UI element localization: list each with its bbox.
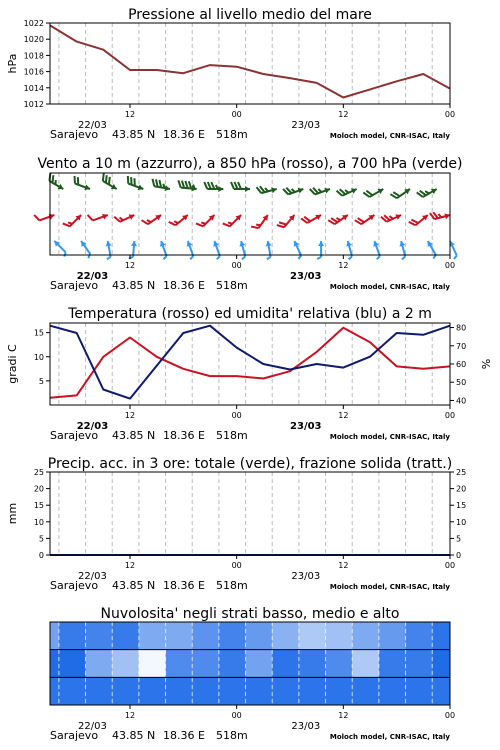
x-tick-label: 00 [444,411,456,420]
chart-title: Pressione al livello medio del mare [128,7,372,23]
barb-flag [211,182,214,189]
cloud-cell [272,677,299,705]
barb-head [131,241,137,247]
barb-half-flag [107,257,111,260]
x-tick-label: 12 [124,711,136,720]
plot-border [50,23,450,104]
barb-half-flag [298,256,302,260]
barb-head [315,212,322,220]
station-name: Sarajevo [50,128,99,141]
cloud-cell [219,677,246,705]
y-tick-label: 1018 [23,51,44,61]
barb-half-flag [401,256,405,259]
wind-barb [371,240,384,259]
model-credit: Moloch model, CNR-ISAC, Italy [329,132,450,140]
barb-half-flag [241,256,245,259]
day-label: 23/03 [291,120,321,131]
barb-flag [208,182,211,189]
cloud-cell [246,622,273,650]
barb-flag [238,182,241,189]
cloud-cell [112,622,139,650]
y-tick-label: 0 [38,551,44,560]
precip-panel [6,456,466,592]
clouds-panel [50,606,455,742]
x-tick-label: 00 [231,411,242,420]
cloud-cell [166,650,193,678]
y-tick-label: 25 [456,468,467,477]
station-lon: 18.36 E [163,429,205,442]
cloud-cell [219,622,246,650]
x-tick-label: 00 [444,561,456,570]
x-tick-label: 12 [338,411,349,420]
wind-barb [157,240,170,259]
barb-head [318,241,324,246]
day-label: 22/03 [76,421,109,432]
x-tick-label: 00 [231,711,242,720]
cloud-cell [86,622,113,650]
barb-head [218,186,223,192]
barb-half-flag [216,256,220,259]
wind-barb [430,208,451,223]
barb-half-flag [267,257,271,260]
cloud-cell [272,650,299,678]
cloud-cell [299,650,326,678]
wind-barb [142,209,163,228]
wind-barb [344,240,355,259]
cloud-cell [272,622,299,650]
wind-barb [223,210,244,231]
barb-half-flag [129,257,133,259]
station-alt: 518m [216,729,248,742]
wind-barb [301,209,322,227]
station-name: Sarajevo [50,429,99,442]
cloud-cell [299,677,326,705]
wind-barb [310,182,331,198]
y-tick-label: 70 [456,341,467,351]
barb-flag [34,214,39,222]
station-lat: 43.85 N [112,729,156,742]
y-tick-label: 20 [456,484,467,494]
cloud-cell [326,650,353,678]
barb-flag [178,180,182,187]
wind-barb [196,210,217,231]
y-tick-label: 1012 [23,100,44,109]
x-tick-label: 12 [338,110,349,119]
barb-half-flag [376,256,380,259]
wind-barb [52,239,70,257]
x-tick-label: 00 [444,711,456,720]
wind-barb [211,240,224,259]
cloud-cell [139,650,166,678]
cloud-cell [112,677,139,705]
station-lat: 43.85 N [112,579,156,592]
barb-flag [114,215,120,223]
y-tick-label: 25 [33,468,44,477]
model-credit: Moloch model, CNR-ISAC, Italy [329,733,450,741]
wind-barb [63,210,84,231]
cloud-cell [50,677,59,705]
cloud-cell [326,622,353,650]
x-tick-label: 00 [444,110,456,119]
wind-barb [417,183,438,201]
day-label: 22/03 [78,721,107,732]
wind-barb [251,211,270,232]
chart-title: Temperatura (rosso) ed umidita' relativa (blu) a 2 m [68,306,432,322]
cloud-cell [406,622,433,650]
wind-barb [124,176,145,192]
wind-barb [231,182,250,192]
wind-barb [390,183,411,202]
wind-barb [151,179,171,192]
station-lat: 43.85 N [112,429,156,442]
x-tick-label: 12 [124,261,136,270]
barb-flag [151,179,155,186]
cloud-cell [192,650,219,678]
plot-border [50,472,450,555]
x-tick-label: 12 [124,411,136,420]
x-tick-label: 12 [338,711,349,720]
wind-panel [34,156,462,292]
wind-barb [381,209,402,226]
wind-barb [277,211,297,232]
cloud-cell [406,650,433,678]
chart-title: Nuvolosita' negli strati basso, medio e alto [100,606,400,622]
wind-barb [409,210,430,230]
cloud-cell [112,650,139,678]
cloud-cell [86,650,113,678]
y-tick-label: 1022 [23,19,44,28]
wind-barb [88,208,109,224]
cloud-cell [59,622,86,650]
wind-barb [114,209,135,226]
x-tick-label: 12 [338,561,349,570]
wind-barb [446,240,460,259]
cloud-cell [379,650,406,678]
y-tick-label: 5 [38,534,44,544]
x-tick-label: 00 [231,261,242,270]
cloud-cell [246,677,273,705]
cloud-cell [166,622,193,650]
y-tick-label: 1016 [23,67,44,77]
wind-barb [99,173,120,191]
y-tick-label: 10 [33,517,44,527]
y-tick-label: 60 [456,360,467,369]
y-tick-label: 5 [456,534,462,544]
cloud-cell [59,650,86,678]
chart-title: Vento a 10 m (azzurro), a 850 hPa (rosso), a 700 hPa (verde) [37,156,463,172]
barb-flag [142,218,148,225]
cloud-cell [326,677,353,705]
cloud-cell [299,622,326,650]
cloud-cell [432,650,450,678]
wind-barb [397,240,408,259]
model-credit: Moloch model, CNR-ISAC, Italy [329,583,450,591]
model-credit: Moloch model, CNR-ISAC, Italy [329,433,450,441]
barb-flag [235,182,238,189]
cloud-cell [352,622,379,650]
barb-head [292,240,300,247]
cloud-cell [59,677,86,705]
station-lon: 18.36 E [163,579,205,592]
day-label: 22/03 [78,120,107,131]
y-tick-label: 20 [33,484,44,494]
y-tick-label: 0 [456,551,462,560]
barb-flag [204,182,207,189]
y-tick-label: 40 [456,396,467,406]
cloud-cell [50,622,59,650]
cloud-cell [432,677,450,705]
cloud-cell [379,622,406,650]
humidity-line [50,326,450,399]
model-credit: Moloch model, CNR-ISAC, Italy [329,283,450,291]
y-tick-label: 10 [456,517,467,527]
barb-half-flag [190,256,194,259]
wind-barb [204,182,223,192]
y-axis-label: mm [6,502,19,525]
x-tick-label: 12 [124,110,136,119]
y-tick-label: 15 [33,501,44,511]
cloud-cell [139,622,166,650]
wind-barb [71,176,92,192]
barb-head [129,212,136,220]
station-alt: 518m [216,579,248,592]
barb-head [245,186,250,192]
y-axis-label: hPa [6,53,19,74]
wind-barb [237,240,248,259]
cloud-cell [352,650,379,678]
cloud-cell [219,650,246,678]
x-tick-label: 12 [124,561,136,570]
pressure-panel [6,7,455,141]
station-alt: 518m [216,128,248,141]
station-alt: 518m [216,429,248,442]
y-tick-label: 1020 [23,35,44,45]
x-tick-label: 12 [338,261,349,270]
station-name: Sarajevo [50,579,99,592]
barb-half-flag [348,256,352,259]
x-tick-label: 00 [444,261,456,270]
wind-barb [283,182,304,198]
wind-barb [363,183,384,201]
wind-barb [184,240,197,259]
cloud-cell [379,677,406,705]
wind-barb [34,208,55,224]
temperature-panel [6,306,493,442]
barb-flag [125,176,130,184]
wind-barb [328,209,349,228]
barb-half-flag [317,257,321,259]
wind-barb [424,240,439,259]
y-tick-label: 15 [456,501,467,511]
pressure-line [50,25,450,97]
barb-flag [88,214,93,222]
cloud-cell [139,677,166,705]
day-label: 22/03 [76,271,109,282]
wind-barb [169,210,190,230]
wind-barb [257,182,278,197]
y-tick-label: 5 [38,376,44,386]
cloud-cell [432,622,450,650]
barb-flag [231,182,234,189]
cloud-cell [192,677,219,705]
wind-barb [337,183,358,200]
cloud-cell [192,622,219,650]
barb-head [395,212,402,220]
y-tick-label: 15 [33,328,44,338]
y-tick-label: 50 [456,378,467,388]
station-lon: 18.36 E [163,279,205,292]
wind-barb [178,180,198,192]
day-label: 23/03 [291,721,321,732]
wind-barb [355,209,376,228]
day-label: 23/03 [291,571,321,582]
day-label: 23/03 [290,271,322,282]
y-axis-label: gradi C [6,344,19,384]
y-tick-label: 1014 [23,83,44,93]
wind-barb [45,173,66,191]
y-axis-label-right: % [480,358,493,370]
station-name: Sarajevo [50,729,99,742]
cloud-cell [352,677,379,705]
barb-flag [72,176,77,184]
barb-head [447,240,455,247]
y-tick-label: 10 [33,352,44,362]
x-tick-label: 00 [231,561,242,570]
cloud-cell [86,677,113,705]
x-tick-label: 00 [231,110,242,119]
station-lat: 43.85 N [112,128,156,141]
barb-half-flag [453,256,457,260]
cloud-cell [166,677,193,705]
station-name: Sarajevo [50,279,99,292]
day-label: 23/03 [290,421,322,432]
cloud-cell [406,677,433,705]
wind-barb [317,241,324,259]
station-lon: 18.36 E [163,128,205,141]
cloud-cell [50,650,59,678]
chart-title: Precip. acc. in 3 ore: totale (verde), frazione solida (tratt.) [47,456,453,472]
barb-half-flag [63,252,67,256]
cloud-cell [246,650,273,678]
barb-half-flag [163,256,167,259]
station-lat: 43.85 N [112,279,156,292]
y-tick-label: 80 [456,323,467,333]
station-alt: 518m [216,279,248,292]
day-label: 22/03 [78,571,107,582]
station-lon: 18.36 E [163,729,205,742]
wind-barb [291,240,305,259]
